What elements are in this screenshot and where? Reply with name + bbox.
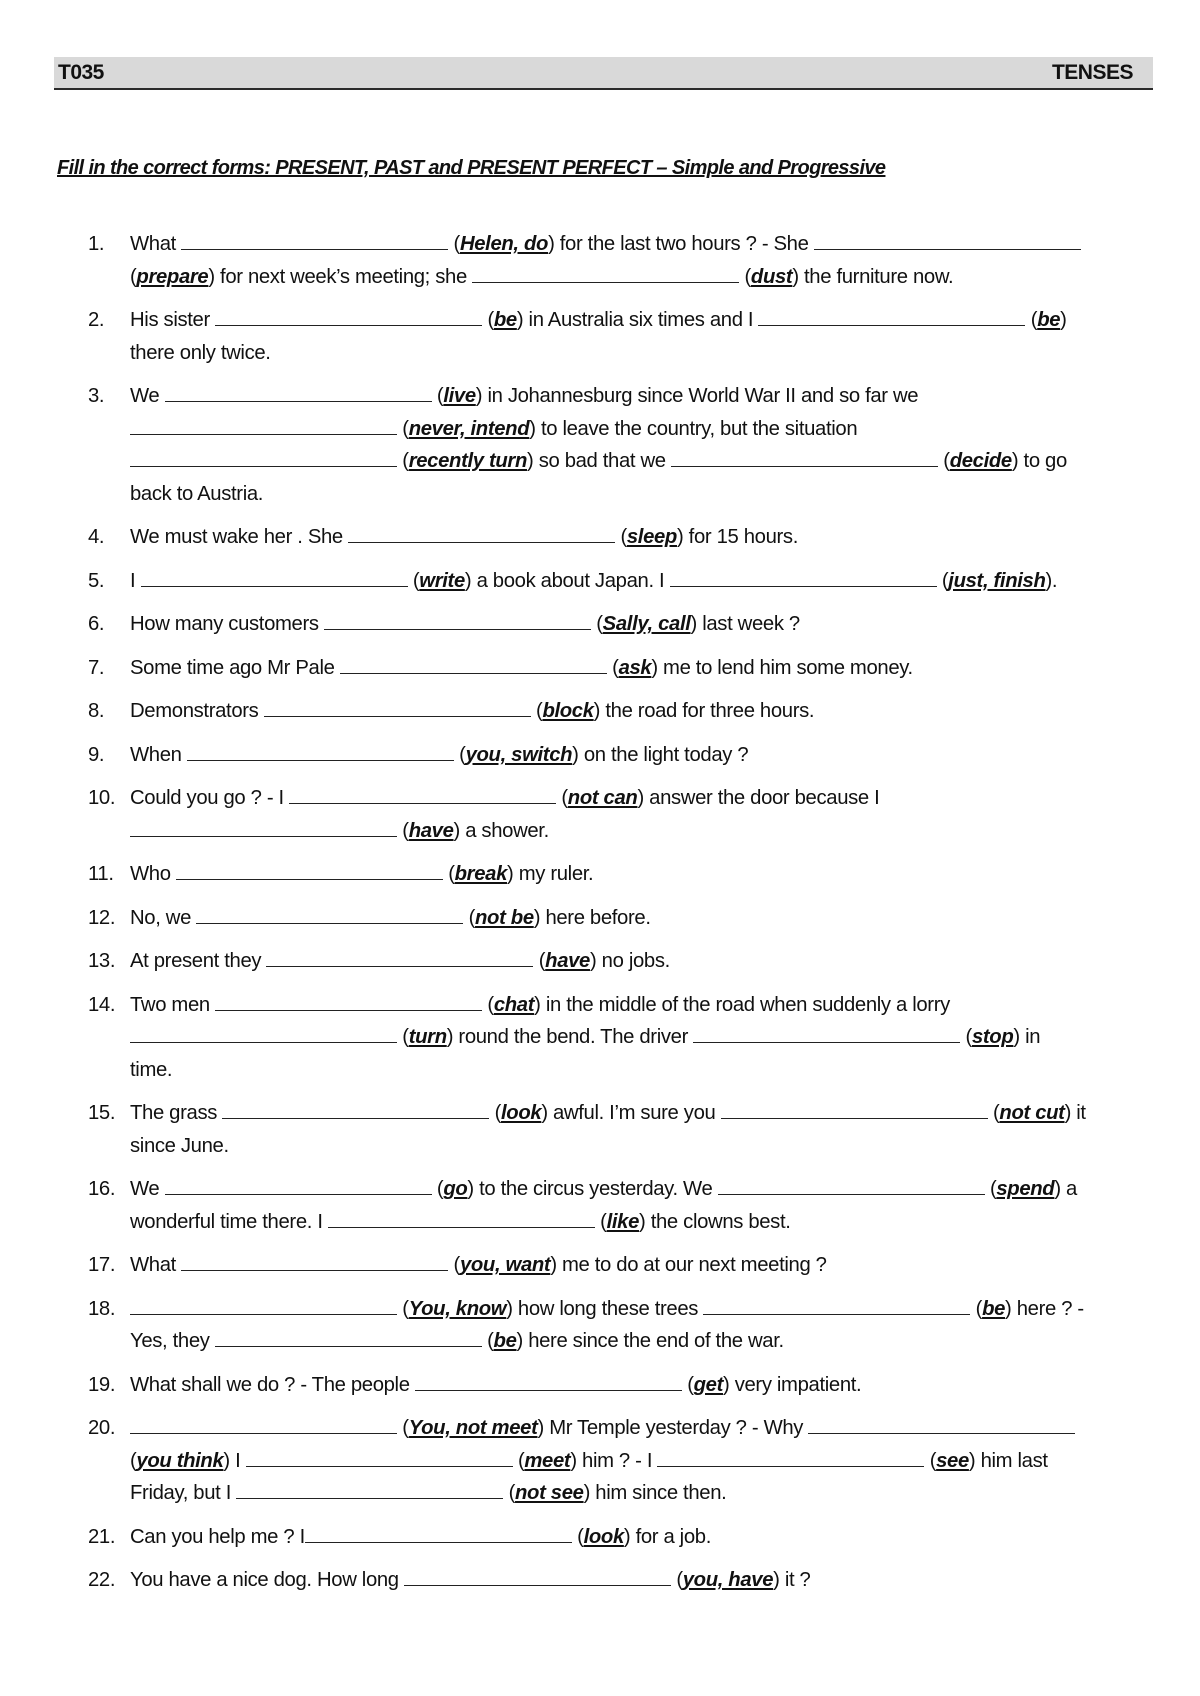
exercise-item bbox=[88, 1564, 1148, 1597]
verb-hint: You, not meet bbox=[408, 1417, 538, 1439]
exercise-line bbox=[130, 1325, 1148, 1358]
answer-blank[interactable] bbox=[328, 1207, 595, 1228]
exercise-line bbox=[130, 1021, 1148, 1054]
answer-blank[interactable] bbox=[415, 1370, 682, 1391]
answer-blank[interactable] bbox=[348, 522, 615, 543]
exercise-line bbox=[130, 1445, 1148, 1478]
exercise-item bbox=[88, 1369, 1148, 1402]
verb-hint: write bbox=[419, 569, 465, 592]
verb-hint: meet bbox=[524, 1449, 571, 1472]
exercise-text: ( bbox=[615, 526, 627, 548]
verb-hint: decide bbox=[949, 450, 1012, 472]
exercise-text: ( bbox=[463, 906, 476, 929]
exercise-text: ( bbox=[397, 1026, 409, 1048]
exercise-text: ) a shower. bbox=[453, 819, 549, 842]
exercise-text: ) in Australia six times and I bbox=[516, 309, 759, 331]
exercise-item bbox=[88, 521, 1148, 554]
exercise-text: ) for a job. bbox=[623, 1525, 711, 1548]
exercise-text: ( bbox=[936, 569, 949, 592]
verb-hint: not see bbox=[515, 1482, 584, 1504]
exercise-text: ( bbox=[533, 950, 546, 972]
verb-hint: you, have bbox=[682, 1569, 774, 1591]
exercise-line bbox=[130, 695, 1148, 728]
exercise-line bbox=[130, 1412, 1148, 1445]
exercise-number: 17. bbox=[88, 1254, 116, 1276]
exercise-text: there only twice. bbox=[130, 341, 271, 364]
exercise-number: 15. bbox=[88, 1102, 116, 1124]
verb-hint: look bbox=[501, 1102, 542, 1124]
verb-hint: prepare bbox=[136, 265, 209, 288]
exercise-text: ) I bbox=[223, 1449, 246, 1472]
answer-blank[interactable] bbox=[657, 1446, 924, 1467]
exercise-text: ) me to lend him some money. bbox=[651, 656, 913, 679]
answer-blank[interactable] bbox=[721, 1098, 988, 1119]
exercise-text: We bbox=[130, 1178, 165, 1200]
answer-blank[interactable] bbox=[670, 566, 937, 587]
answer-blank[interactable] bbox=[703, 1294, 970, 1315]
exercise-line bbox=[130, 1293, 1148, 1326]
exercise-text: We bbox=[130, 385, 165, 407]
exercise-text: ( bbox=[960, 1026, 972, 1048]
verb-hint: turn bbox=[408, 1026, 447, 1048]
exercise-text: ) no jobs. bbox=[589, 950, 670, 972]
exercise-number: 4. bbox=[88, 526, 105, 548]
exercise-line bbox=[130, 1054, 1148, 1087]
exercise-text: Friday, but I bbox=[130, 1482, 237, 1504]
exercise-line bbox=[130, 739, 1148, 772]
exercise-text: I bbox=[130, 569, 141, 592]
exercise-text: ( bbox=[984, 1178, 997, 1200]
exercise-text: When bbox=[130, 743, 187, 766]
exercise-text: Demonstrators bbox=[130, 700, 264, 722]
answer-blank[interactable] bbox=[472, 262, 739, 283]
exercise-number: 8. bbox=[88, 700, 105, 722]
exercise-text: ) for the last two hours ? - She bbox=[548, 233, 814, 255]
exercise-line bbox=[130, 261, 1148, 294]
exercise-line bbox=[130, 902, 1148, 935]
exercise-text: ( bbox=[681, 1373, 694, 1396]
verb-hint: never, intend bbox=[408, 417, 530, 440]
exercise-line bbox=[130, 652, 1148, 685]
exercise-line bbox=[130, 608, 1148, 641]
exercise-item bbox=[88, 652, 1148, 685]
exercise-text: ( bbox=[397, 450, 409, 472]
exercise-item bbox=[88, 1173, 1148, 1238]
exercise-text: ) in Johannesburg since World War II and so far we bbox=[475, 385, 919, 407]
exercise-text: ( bbox=[556, 787, 568, 809]
exercise-text: ) last week ? bbox=[690, 613, 800, 635]
answer-blank[interactable] bbox=[130, 816, 397, 837]
exercise-text: ) bbox=[1060, 309, 1067, 331]
verb-hint: be bbox=[493, 309, 517, 331]
exercise-line bbox=[130, 1369, 1148, 1402]
exercise-line bbox=[130, 989, 1148, 1022]
exercise-text: ( bbox=[503, 1482, 516, 1504]
answer-blank[interactable] bbox=[266, 946, 533, 967]
verb-hint: have bbox=[408, 819, 454, 842]
verb-hint: break bbox=[454, 863, 508, 885]
exercise-line bbox=[130, 1097, 1148, 1130]
exercise-text: ( bbox=[453, 743, 466, 766]
exercise-number: 14. bbox=[88, 993, 116, 1016]
exercise-text: ( bbox=[594, 1210, 607, 1233]
exercise-text: ( bbox=[987, 1102, 1000, 1124]
exercise-text: ) so bad that we bbox=[527, 450, 671, 472]
exercise-item bbox=[88, 1097, 1148, 1162]
answer-blank[interactable] bbox=[165, 381, 432, 402]
exercise-item bbox=[88, 304, 1148, 369]
answer-blank[interactable] bbox=[758, 305, 1025, 326]
exercise-text: ) my ruler. bbox=[507, 863, 594, 885]
exercise-text: Yes, they bbox=[130, 1330, 215, 1352]
exercise-line bbox=[130, 445, 1148, 478]
verb-hint: stop bbox=[971, 1026, 1014, 1048]
exercise-list bbox=[88, 228, 1148, 1608]
exercise-text: ( bbox=[970, 1297, 983, 1320]
verb-hint: chat bbox=[493, 993, 535, 1016]
exercise-number: 11. bbox=[88, 863, 114, 885]
exercise-text: ( bbox=[1025, 309, 1038, 331]
exercise-line bbox=[130, 1564, 1148, 1597]
verb-hint: see bbox=[936, 1449, 969, 1472]
verb-hint: Helen, do bbox=[459, 233, 549, 255]
exercise-item bbox=[88, 989, 1148, 1087]
exercise-number: 20. bbox=[88, 1417, 116, 1439]
verb-hint: dust bbox=[750, 265, 793, 288]
verb-hint: get bbox=[693, 1373, 724, 1396]
verb-hint: not can bbox=[567, 787, 638, 809]
exercise-item bbox=[88, 739, 1148, 772]
exercise-text: ( bbox=[397, 417, 409, 440]
exercise-text: ( bbox=[938, 450, 950, 472]
exercise-text: ) him last bbox=[968, 1449, 1048, 1472]
exercise-text: ) round the bend. The driver bbox=[446, 1026, 694, 1048]
answer-blank[interactable] bbox=[196, 903, 463, 924]
exercise-text: ( bbox=[530, 700, 543, 722]
exercise-line bbox=[130, 1130, 1148, 1163]
worksheet-topic: TENSES bbox=[1051, 61, 1133, 84]
exercise-line bbox=[130, 815, 1148, 848]
exercise-text: ) to leave the country, but the situation bbox=[529, 417, 858, 440]
exercise-number: 12. bbox=[88, 906, 116, 929]
exercise-text: ( bbox=[739, 265, 751, 288]
exercise-number: 6. bbox=[88, 613, 105, 635]
answer-blank[interactable] bbox=[176, 859, 443, 880]
answer-blank[interactable] bbox=[215, 1326, 482, 1347]
exercise-text: At present they bbox=[130, 950, 267, 972]
verb-hint: not be bbox=[475, 906, 534, 929]
exercise-text: ( bbox=[431, 385, 444, 407]
exercise-number: 19. bbox=[88, 1373, 116, 1396]
exercise-text: ( bbox=[482, 309, 494, 331]
exercise-number: 22. bbox=[88, 1569, 116, 1591]
exercise-text: Two men bbox=[130, 993, 216, 1016]
exercise-text: back to Austria. bbox=[130, 482, 264, 505]
exercise-line bbox=[130, 1173, 1148, 1206]
exercise-line bbox=[130, 1477, 1148, 1510]
exercise-number: 13. bbox=[88, 950, 116, 972]
exercise-text: ) the clowns best. bbox=[639, 1210, 791, 1233]
exercise-item bbox=[88, 565, 1148, 598]
answer-blank[interactable] bbox=[141, 566, 408, 587]
exercise-item bbox=[88, 782, 1148, 847]
answer-blank[interactable] bbox=[130, 1413, 397, 1434]
answer-blank[interactable] bbox=[181, 1250, 448, 1271]
exercise-text: ) him ? - I bbox=[570, 1449, 658, 1472]
verb-hint: look bbox=[583, 1525, 624, 1548]
exercise-item bbox=[88, 1293, 1148, 1358]
exercise-text: ) it bbox=[1064, 1102, 1086, 1124]
exercise-text: Some time ago Mr Pale bbox=[130, 656, 340, 679]
exercise-text: ( bbox=[130, 1449, 137, 1472]
exercise-text: ( bbox=[397, 819, 409, 842]
exercise-text: ) a book about Japan. I bbox=[464, 569, 670, 592]
exercise-text: ( bbox=[407, 569, 420, 592]
exercise-line bbox=[130, 304, 1148, 337]
verb-hint: You, know bbox=[408, 1297, 507, 1320]
exercise-number: 2. bbox=[88, 309, 105, 331]
exercise-line bbox=[130, 521, 1148, 554]
exercise-number: 3. bbox=[88, 385, 105, 407]
answer-blank[interactable] bbox=[236, 1478, 503, 1499]
exercise-text: ) how long these trees bbox=[506, 1297, 704, 1320]
exercise-text: The grass bbox=[130, 1102, 223, 1124]
exercise-text: ) for 15 hours. bbox=[676, 526, 798, 548]
answer-blank[interactable] bbox=[246, 1446, 513, 1467]
exercise-line bbox=[130, 413, 1148, 446]
exercise-text: ) to go bbox=[1011, 450, 1067, 472]
exercise-text: ) the furniture now. bbox=[792, 265, 954, 288]
verb-hint: be bbox=[982, 1297, 1006, 1320]
exercise-text: What bbox=[130, 1254, 182, 1276]
answer-blank[interactable] bbox=[404, 1565, 671, 1586]
answer-blank[interactable] bbox=[340, 653, 607, 674]
exercise-text: ) to the circus yesterday. We bbox=[467, 1178, 718, 1200]
exercise-text: Who bbox=[130, 863, 176, 885]
exercise-text: ( bbox=[482, 993, 494, 1016]
answer-blank[interactable] bbox=[181, 229, 448, 250]
exercise-line bbox=[130, 478, 1148, 511]
exercise-text: ) the road for three hours. bbox=[593, 700, 815, 722]
exercise-text: ) here ? - bbox=[1005, 1297, 1084, 1320]
answer-blank[interactable] bbox=[324, 609, 591, 630]
answer-blank[interactable] bbox=[130, 1294, 397, 1315]
exercise-text: ) a bbox=[1054, 1178, 1077, 1200]
exercise-text: ( bbox=[481, 1330, 494, 1352]
answer-blank[interactable] bbox=[814, 229, 1081, 250]
exercise-item bbox=[88, 902, 1148, 935]
verb-hint: block bbox=[542, 700, 594, 722]
exercise-text: ( bbox=[671, 1569, 683, 1591]
exercise-text: ) here before. bbox=[533, 906, 651, 929]
verb-hint: Sally, call bbox=[602, 613, 691, 635]
exercise-text: ) awful. I’m sure you bbox=[541, 1102, 721, 1124]
verb-hint: go bbox=[443, 1178, 468, 1200]
exercise-line bbox=[130, 1249, 1148, 1282]
exercise-text: ) me to do at our next meeting ? bbox=[550, 1254, 827, 1276]
exercise-text: What bbox=[130, 233, 182, 255]
exercise-number: 16. bbox=[88, 1178, 116, 1200]
exercise-text: What shall we do ? - The people bbox=[130, 1373, 415, 1396]
exercise-text: ( bbox=[448, 1254, 460, 1276]
exercise-number: 21. bbox=[88, 1525, 116, 1548]
verb-hint: be bbox=[1037, 309, 1061, 331]
exercise-text: His sister bbox=[130, 309, 216, 331]
worksheet-header bbox=[54, 57, 1153, 90]
exercise-text: ) for next week’s meeting; she bbox=[208, 265, 473, 288]
exercise-text: ( bbox=[590, 613, 603, 635]
exercise-text: ( bbox=[489, 1102, 502, 1124]
exercise-line bbox=[130, 228, 1148, 261]
exercise-text: ) Mr Temple yesterday ? - Why bbox=[537, 1417, 809, 1439]
exercise-text: ( bbox=[512, 1449, 525, 1472]
exercise-text: ) in bbox=[1013, 1026, 1041, 1048]
answer-blank[interactable] bbox=[165, 1174, 432, 1195]
answer-blank[interactable] bbox=[215, 990, 482, 1011]
exercise-text: ). bbox=[1045, 569, 1058, 592]
exercise-text: ( bbox=[431, 1178, 444, 1200]
exercise-text: ) it ? bbox=[773, 1569, 811, 1591]
exercise-text: ( bbox=[130, 265, 137, 288]
exercise-item bbox=[88, 945, 1148, 978]
exercise-text: ( bbox=[571, 1525, 584, 1548]
answer-blank[interactable] bbox=[215, 305, 482, 326]
exercise-text: ) here since the end of the war. bbox=[516, 1330, 784, 1352]
exercise-text: ( bbox=[397, 1417, 409, 1439]
exercise-text: How many customers bbox=[130, 613, 324, 635]
verb-hint: like bbox=[606, 1210, 640, 1233]
verb-hint: just, finish bbox=[948, 569, 1046, 592]
exercise-text: ) very impatient. bbox=[723, 1373, 862, 1396]
answer-blank[interactable] bbox=[222, 1098, 489, 1119]
exercise-text: wonderful time there. I bbox=[130, 1210, 328, 1233]
exercise-text: ( bbox=[442, 863, 455, 885]
verb-hint: be bbox=[493, 1330, 517, 1352]
exercise-line bbox=[130, 1521, 1148, 1554]
verb-hint: have bbox=[545, 950, 590, 972]
exercise-number: 10. bbox=[88, 787, 116, 809]
exercise-line bbox=[130, 337, 1148, 370]
answer-blank[interactable] bbox=[130, 1022, 397, 1043]
exercise-item bbox=[88, 1249, 1148, 1282]
exercise-item bbox=[88, 380, 1148, 510]
exercise-text: ( bbox=[448, 233, 460, 255]
instruction-heading: Fill in the correct forms: PRESENT, PAST and PRESENT PERFECT – Simple and Progressive bbox=[57, 157, 886, 179]
answer-blank[interactable] bbox=[718, 1174, 985, 1195]
answer-blank[interactable] bbox=[130, 414, 397, 435]
answer-blank[interactable] bbox=[671, 446, 938, 467]
exercise-text: ( bbox=[606, 656, 619, 679]
exercise-text: ) him since then. bbox=[583, 1482, 727, 1504]
exercise-item bbox=[88, 228, 1148, 293]
verb-hint: spend bbox=[996, 1178, 1055, 1200]
exercise-line bbox=[130, 858, 1148, 891]
verb-hint: not cut bbox=[999, 1102, 1065, 1124]
exercise-text: We must wake her . She bbox=[130, 526, 349, 548]
answer-blank[interactable] bbox=[289, 783, 556, 804]
answer-blank[interactable] bbox=[693, 1022, 960, 1043]
exercise-text: Could you go ? - I bbox=[130, 787, 290, 809]
verb-hint: live bbox=[443, 385, 476, 407]
exercise-text: You have a nice dog. How long bbox=[130, 1569, 405, 1591]
verb-hint: you, switch bbox=[465, 743, 573, 766]
exercise-item bbox=[88, 1521, 1148, 1554]
exercise-item bbox=[88, 695, 1148, 728]
exercise-number: 7. bbox=[88, 656, 105, 679]
exercise-text: ) on the light today ? bbox=[572, 743, 749, 766]
exercise-text: ( bbox=[397, 1297, 409, 1320]
answer-blank[interactable] bbox=[808, 1413, 1075, 1434]
worksheet-code: T035 bbox=[58, 61, 104, 84]
verb-hint: sleep bbox=[626, 526, 677, 548]
answer-blank[interactable] bbox=[264, 696, 531, 717]
exercise-line bbox=[130, 782, 1148, 815]
exercise-line bbox=[130, 380, 1148, 413]
exercise-text: ( bbox=[924, 1449, 937, 1472]
exercise-line bbox=[130, 565, 1148, 598]
exercise-text: time. bbox=[130, 1058, 173, 1081]
exercise-number: 9. bbox=[88, 743, 105, 766]
exercise-text: No, we bbox=[130, 906, 197, 929]
exercise-text: since June. bbox=[130, 1134, 229, 1157]
exercise-number: 18. bbox=[88, 1297, 116, 1320]
answer-blank[interactable] bbox=[187, 740, 454, 761]
verb-hint: recently turn bbox=[408, 450, 527, 472]
exercise-item bbox=[88, 608, 1148, 641]
exercise-number: 1. bbox=[88, 233, 105, 255]
exercise-item bbox=[88, 858, 1148, 891]
answer-blank[interactable] bbox=[305, 1522, 572, 1543]
exercise-line bbox=[130, 1206, 1148, 1239]
exercise-line bbox=[130, 945, 1148, 978]
exercise-text: Can you help me ? I bbox=[130, 1525, 305, 1548]
verb-hint: you think bbox=[136, 1449, 224, 1472]
exercise-text: ) in the middle of the road when suddenly a lorry bbox=[534, 993, 950, 1016]
exercise-number: 5. bbox=[88, 569, 105, 592]
verb-hint: you, want bbox=[459, 1254, 551, 1276]
exercise-item bbox=[88, 1412, 1148, 1510]
answer-blank[interactable] bbox=[130, 446, 397, 467]
exercise-text: ) answer the door because I bbox=[637, 787, 880, 809]
verb-hint: ask bbox=[618, 656, 652, 679]
